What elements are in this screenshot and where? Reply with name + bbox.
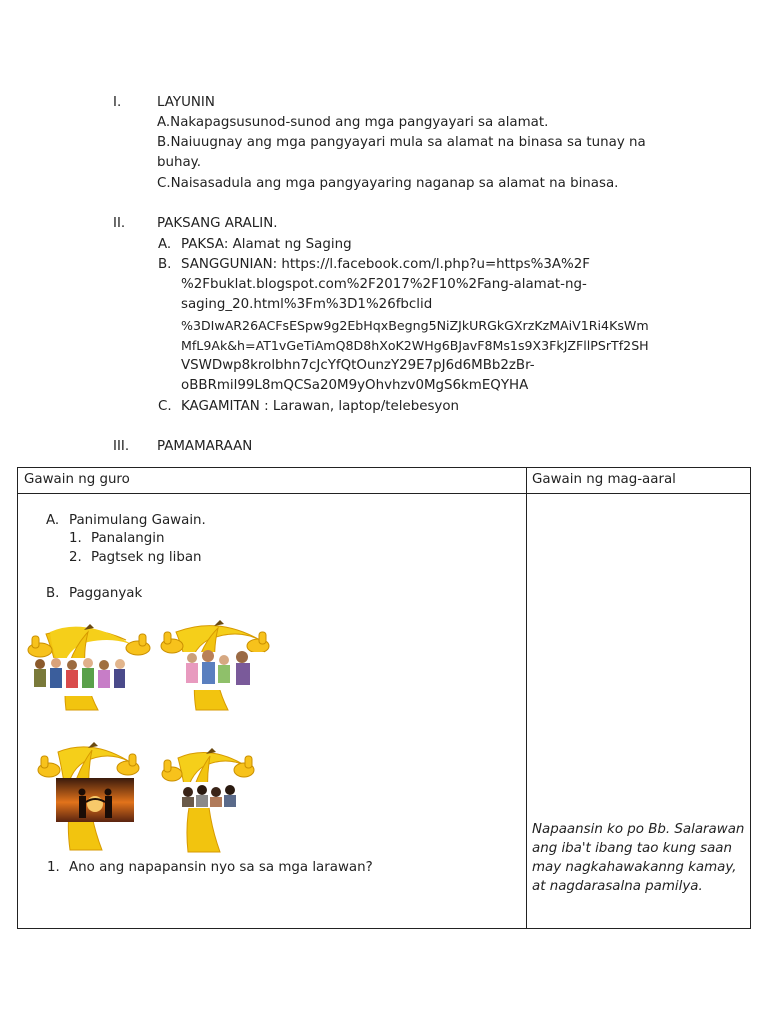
student-answer-line-3: may nagkahawakanng kamay, xyxy=(532,860,737,875)
reference-letter: B. xyxy=(158,257,172,272)
section-2-numeral: II. xyxy=(113,216,126,231)
objective-b-cont: buhay. xyxy=(157,155,201,170)
left-thumb-icon xyxy=(38,756,60,777)
step-a-item-2-num: 2. xyxy=(69,550,82,565)
section-1-title: LAYUNIN xyxy=(157,95,215,110)
subject-text: PAKSA: Alamat ng Saging xyxy=(181,237,352,252)
question-num: 1. xyxy=(47,860,60,875)
student-answer-line-2: ang iba't ibang tao kung saan xyxy=(532,841,732,856)
reference-line-2: %2Fbuklat.blogspot.com%2F2017%2F10%2Fang-alamat-ng- xyxy=(181,277,587,292)
section-1-numeral: I. xyxy=(113,95,122,110)
objective-c: C.Naisasadula ang mga pangyayaring naganap sa alamat na binasa. xyxy=(157,176,619,191)
couple-holding-hands-icon xyxy=(56,778,134,822)
banana-family-picture xyxy=(160,618,272,714)
section-2-title: PAKSANG ARALIN. xyxy=(157,216,278,231)
reference-line-7: oBBRmil99L8mQCSa20M9yOhvhzv0MgS6kmEQYHA xyxy=(181,378,529,393)
right-thumb-icon xyxy=(234,756,254,777)
family-icon xyxy=(182,650,264,690)
step-a-title: Panimulang Gawain. xyxy=(69,513,206,528)
banana-people-picture xyxy=(26,622,154,716)
step-b-letter: B. xyxy=(46,586,60,601)
reference-line-1: SANGGUNIAN: https://l.facebook.com/l.php?u=https%3A%2F xyxy=(181,257,590,272)
step-b-title: Pagganyak xyxy=(69,586,143,601)
reference-line-6: VSWDwp8krolbhn7cJcYfQtOunzY29E7pJ6d6MBb2zBr- xyxy=(181,358,535,373)
section-3-title: PAMAMARAAN xyxy=(157,439,253,454)
header-divider xyxy=(18,493,750,494)
step-a-item-1: Panalangin xyxy=(91,531,165,546)
materials-text: KAGAMITAN : Larawan, laptop/telebesyon xyxy=(181,399,460,414)
banana-sunset-picture xyxy=(36,742,142,854)
student-column-header: Gawain ng mag-aaral xyxy=(532,472,676,487)
column-divider xyxy=(526,468,527,928)
section-3-numeral: III. xyxy=(113,439,130,454)
step-a-letter: A. xyxy=(46,513,60,528)
praying-family-icon xyxy=(178,782,240,808)
teacher-column-header: Gawain ng guro xyxy=(24,472,130,487)
objective-b: B.Naiuugnay ang mga pangyayari mula sa alamat na binasa sa tunay na xyxy=(157,135,646,150)
right-thumb-icon xyxy=(126,634,150,655)
reference-line-4: %3DIwAR26ACFsESpw9g2EbHqxBegng5NiZJkURGkGXrzKzMAiV1Ri4KsWm xyxy=(181,318,649,333)
step-a-item-1-num: 1. xyxy=(69,531,82,546)
student-answer-line-1: Napaansin ko po Bb. Salarawan xyxy=(532,822,745,837)
subject-letter: A. xyxy=(158,237,172,252)
materials-letter: C. xyxy=(158,399,172,414)
question-text: Ano ang napapansin nyo sa sa mga larawan? xyxy=(69,860,373,875)
student-answer-line-4: at nagdarasalna pamilya. xyxy=(532,879,703,894)
objective-a: A.Nakapagsusunod-sunod ang mga pangyayari sa alamat. xyxy=(157,115,549,130)
reference-line-3: saging_20.html%3Fm%3D1%26fbclid xyxy=(181,297,433,312)
people-group-icon xyxy=(30,658,128,696)
reference-line-5: MfL9Ak&h=AT1vGeTiAmQ8D8hXoK2WHg6BJavF8Ms1s9X3FkJZFllPSrTf2SH xyxy=(181,338,649,353)
banana-praying-family-picture xyxy=(160,746,258,856)
step-a-item-2: Pagtsek ng liban xyxy=(91,550,202,565)
